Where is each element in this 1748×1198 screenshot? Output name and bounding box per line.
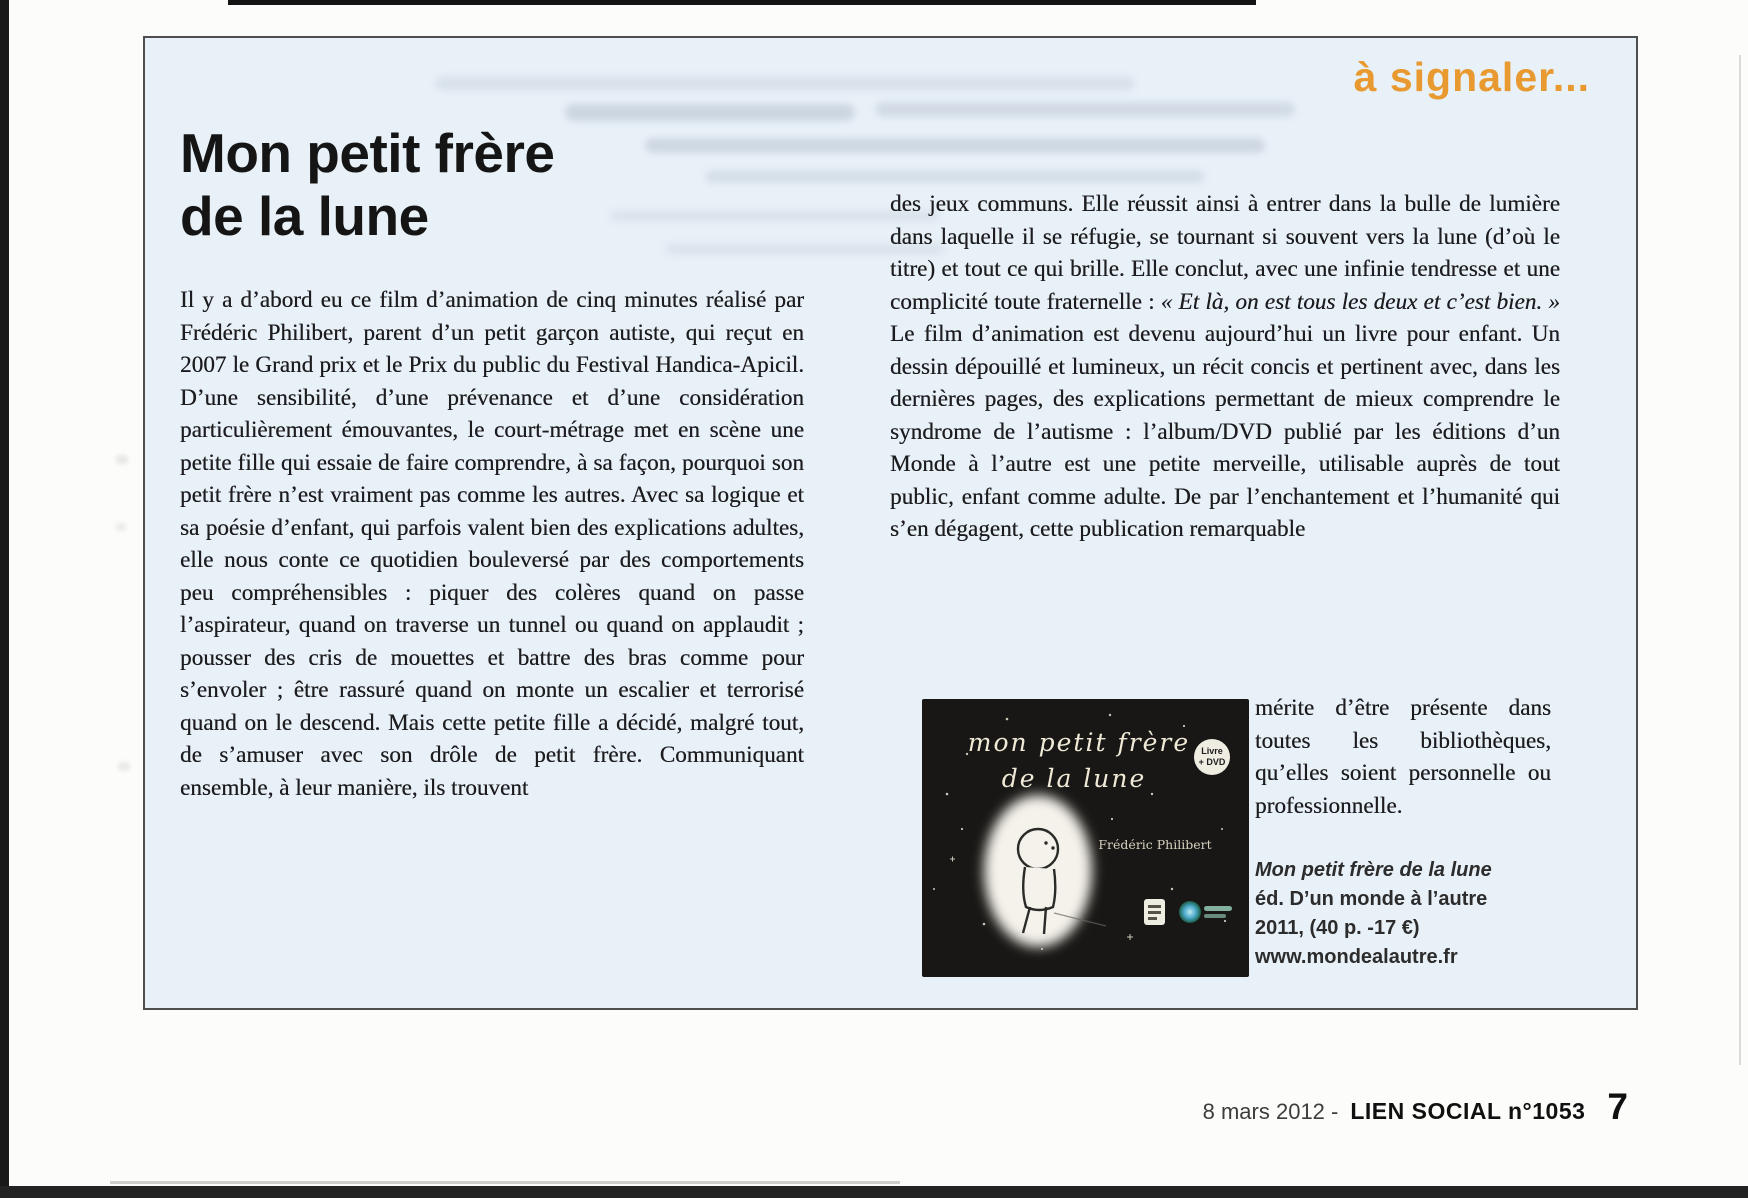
bleed-through-artifact	[435, 76, 1135, 91]
article-title-line1: Mon petit frère	[180, 122, 555, 184]
body-column-right-wrap: mérite d’être présente dans toutes les bibliothèques, qu’elles soient personnelle ou professionnelle.	[1255, 695, 1551, 819]
bleed-through-artifact	[565, 104, 855, 121]
bleed-through-artifact	[116, 523, 126, 531]
cover-title-line1: mon petit frère	[967, 728, 1191, 757]
scan-edge-left	[0, 0, 9, 1198]
section-label: à signaler...	[1353, 54, 1590, 100]
cover-badge-line2: + DVD	[1198, 757, 1226, 767]
scan-edge-top	[228, 0, 1256, 5]
right-column-text-pre: des jeux communs. Elle réussit ainsi à entrer dans la bulle de lumière dans laquelle il se réfugie, se tournant si souvent vers la lune (d’où le titre) et tout ce qui brille. Elle conclut, avec une infinie tendresse et une complicité toute fraternelle :	[890, 191, 1560, 315]
right-column-text-post: Le film d’animation est devenu aujourd’hui un livre pour enfant. Un dessin dépouillé et lumineux, un récit concis et pertinent avec, dans les dernières pages, des explications permettant de mieux comprendre le syndrome de l’autisme : l’album/DVD publié par les éditions d’un Monde à l’autre est une petite merveille, utilisable auprès de tout public, enfant comme adulte. De par l’enchantement et l’humanité qui s’en dégagent, cette publication remarquable	[890, 321, 1560, 542]
book-cover-image	[922, 699, 1249, 977]
cover-author: Frédéric Philibert	[1098, 837, 1212, 852]
book-ref-title: Mon petit frère de la lune	[1255, 859, 1492, 881]
article-title-line2: de la lune	[180, 185, 429, 247]
article-title	[180, 122, 554, 248]
scan-edge-bottom	[0, 1186, 1748, 1198]
book-cover-art	[922, 699, 1249, 977]
bleed-through-artifact	[645, 138, 1265, 153]
cover-title-line2: de la lune	[1001, 764, 1147, 793]
scan-edge-right	[1739, 55, 1741, 1065]
cover-badge	[1194, 739, 1230, 775]
bleed-through-artifact	[705, 170, 1205, 183]
bleed-through-artifact	[118, 762, 130, 771]
book-ref-website: www.mondealautre.fr	[1255, 946, 1458, 968]
footer	[1203, 1086, 1628, 1128]
cover-badge-line1: Livre	[1201, 746, 1223, 756]
editor-logo-icon	[1144, 899, 1165, 925]
book-ref-details: 2011, (40 p. -17 €)	[1255, 917, 1420, 939]
inline-quote: « Et là, on est tous les deux et c’est bien. »	[1160, 288, 1560, 315]
footer-magazine: LIEN SOCIAL n°1053	[1350, 1098, 1586, 1124]
footer-date: 8 mars 2012 -	[1202, 1099, 1339, 1124]
body-column-left: Il y a d’abord eu ce film d’animation de cinq minutes réalisé par Frédéric Philibert, parent d’un petit garçon autiste, qui reçut en 2007 le Grand prix et le Prix du public du Festival Handica-Apicil. D’une sensibilité, d’une prévenance et d’une considération particulièrement émouvantes, le court-métrage met en scène une petite fille qui essaie de faire comprendre, à sa façon, pourquoi son petit frère n’est vraiment pas comme les autres. Avec sa logique et sa poésie d’enfant, qui parfois valent bien des explications adultes, elle nous conte ce quotidien bouleversé par des comportements peu compréhensibles : piquer des colères quand on passe l’aspirateur, quand on traverse un tunnel ou quand on applaudit ; pousser des cris de mouettes et battre des bras comme pour s’envoler ; être rassuré quand on monte un escalier et terrorisé quand on le descend. Mais cette petite fille a décidé, malgré tout, de s’amuser avec son drôle de petit frère. Communiquant ensemble, à leur manière, ils trouvent	[180, 287, 804, 801]
bleed-through-artifact	[116, 455, 128, 464]
book-ref-publisher: éd. D’un monde à l’autre	[1255, 888, 1488, 910]
bleed-through-artifact	[875, 102, 1295, 117]
body-column-right	[890, 188, 1560, 546]
footer-page-number: 7	[1607, 1086, 1628, 1127]
scan-edge-bottom-gray	[110, 1181, 900, 1184]
article-panel	[143, 36, 1638, 1010]
book-reference	[1255, 856, 1565, 972]
